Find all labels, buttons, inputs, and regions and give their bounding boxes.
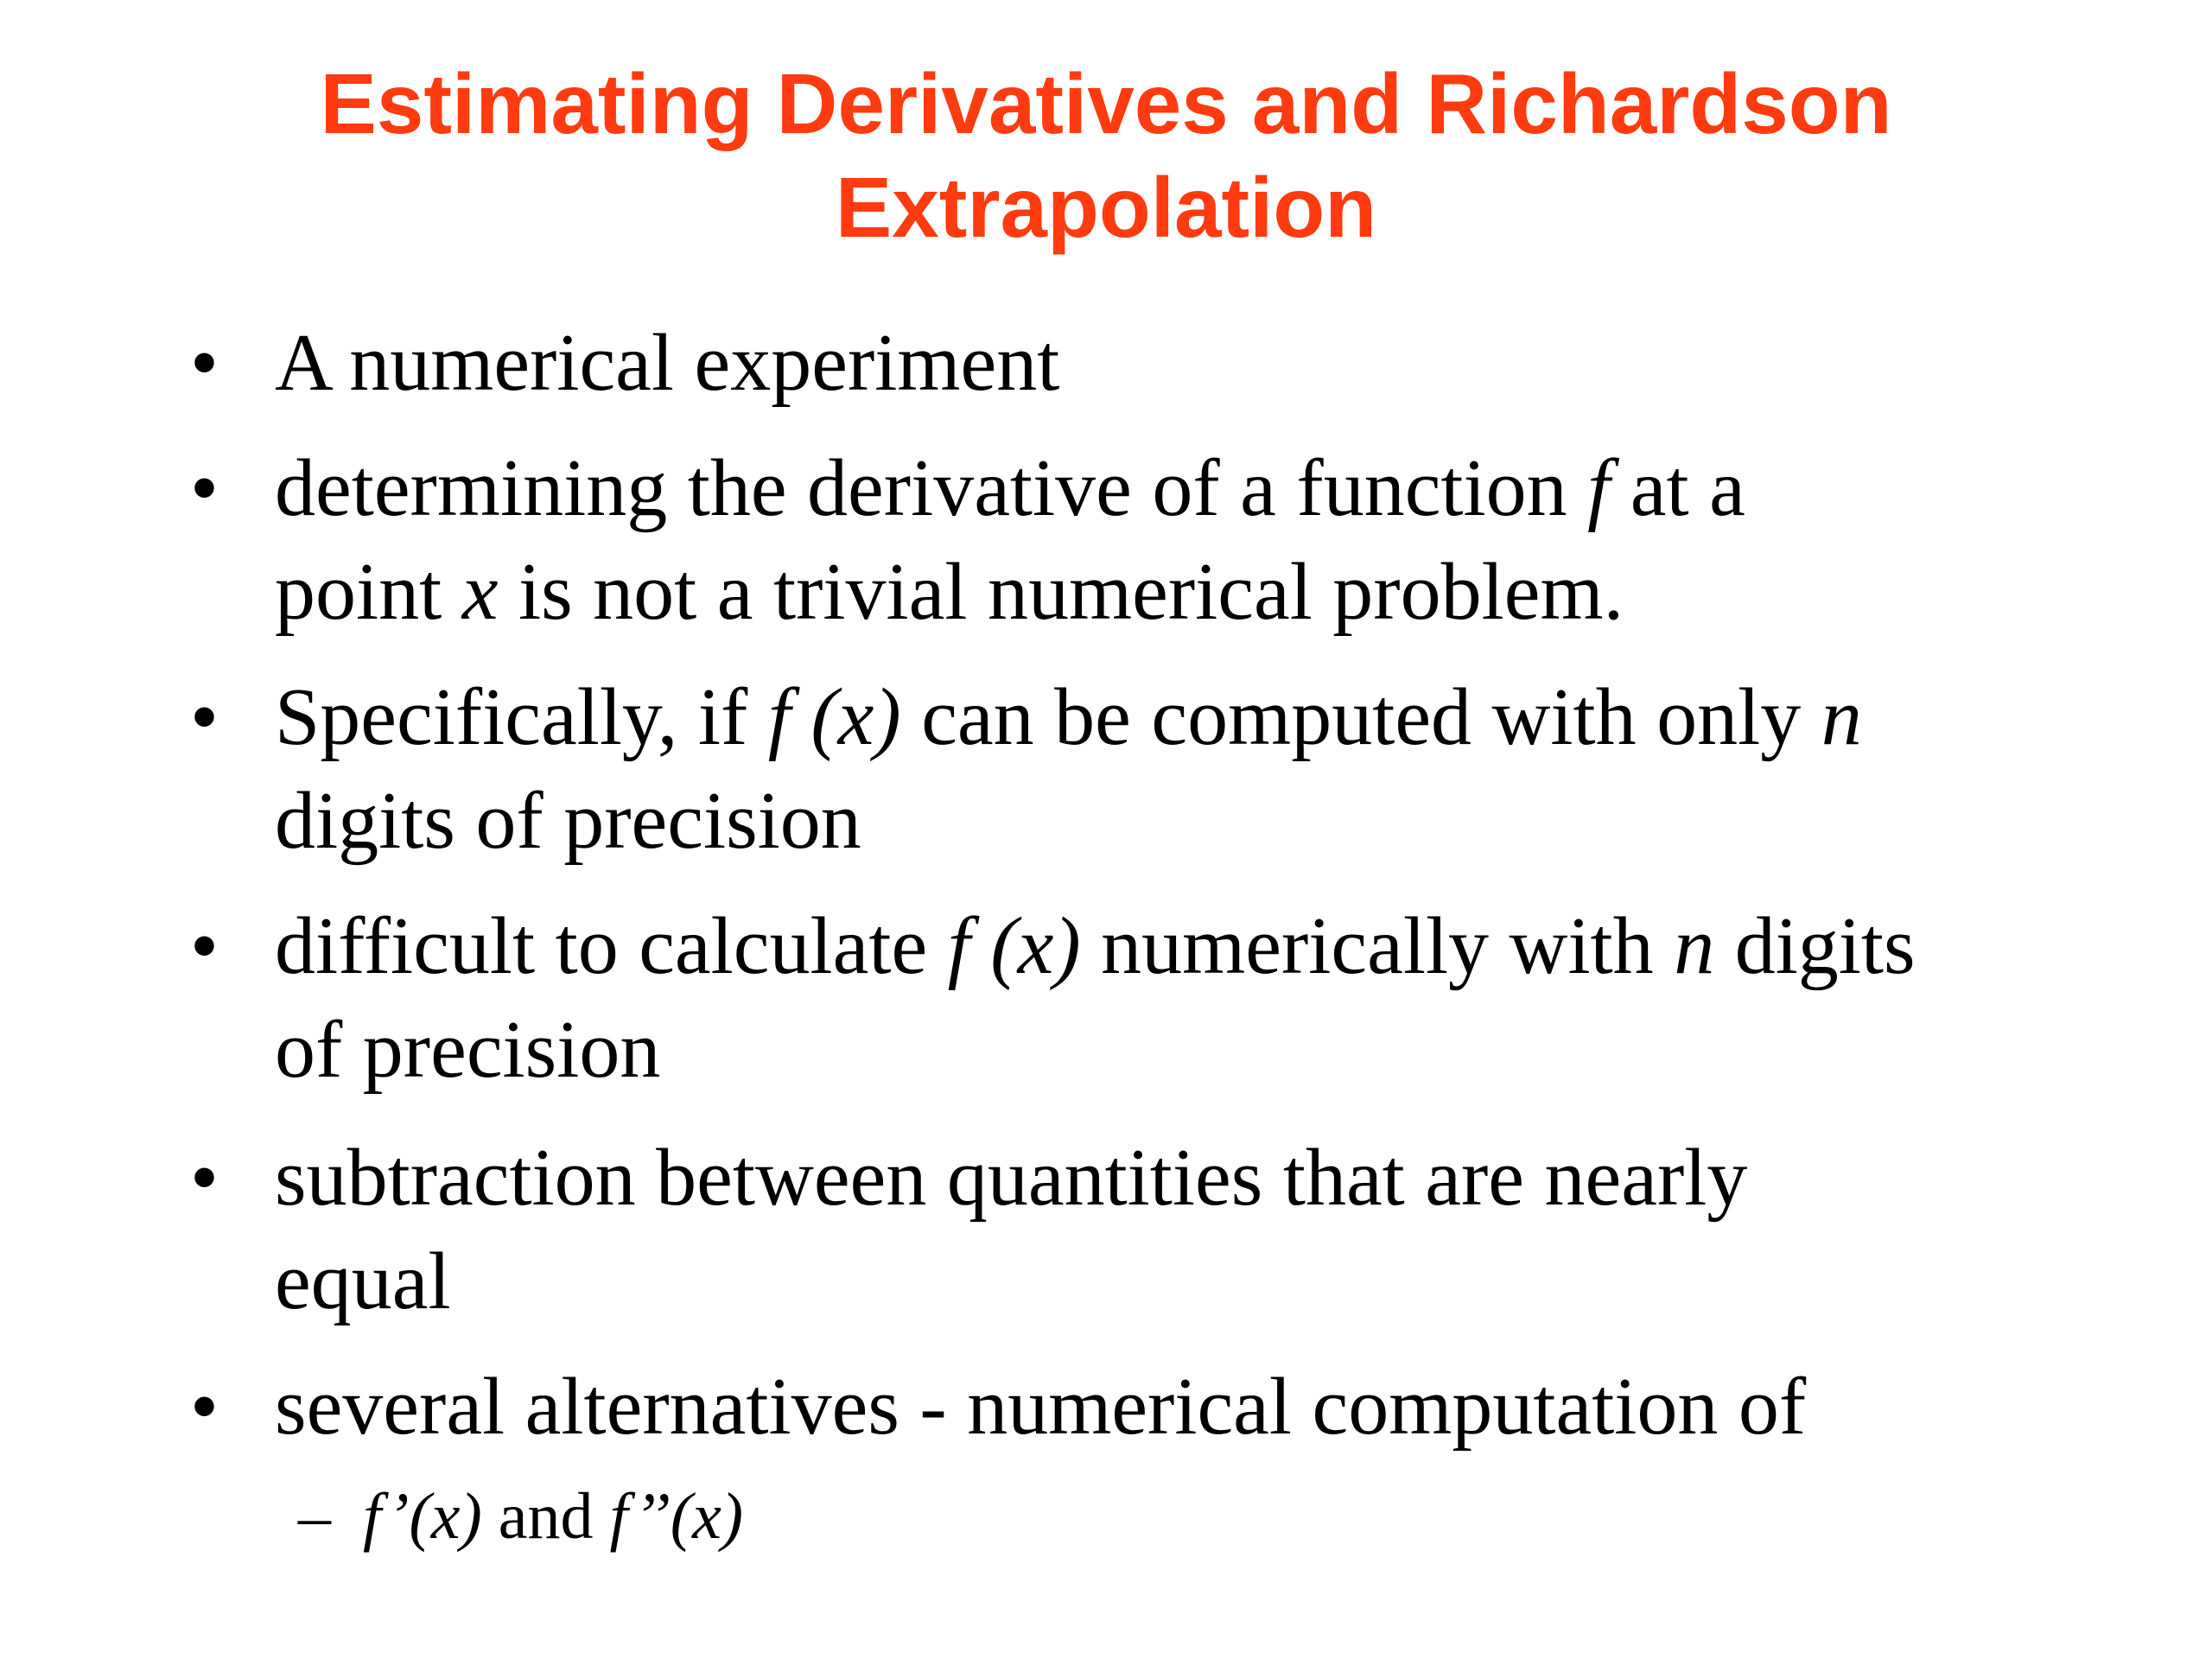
bullet-text: of precision [275,1005,661,1095]
bullet-item-numerical-experiment [275,311,2089,415]
bullet-text: digits [1714,901,1916,991]
bullet-text: Specifically, if [275,672,768,762]
bullet-text: A numerical experiment [275,318,1060,408]
bullet-line [275,894,2089,998]
bullet-item-alternatives [275,1355,2089,1459]
title-line-1: Estimating Derivatives and Richardson [320,56,1892,151]
bullet-text: is not a trivial numerical problem. [498,547,1624,637]
bullet-text: numerically with [1080,901,1675,991]
math-n: n [1821,672,1862,762]
bullet-icon: • [190,443,219,533]
bullet-text: subtraction between quantities that are nearly [275,1133,1748,1223]
bullet-icon: • [190,672,219,762]
math-f-prime: f’(x) [363,1480,482,1553]
bullet-text: equal [275,1236,451,1326]
math-fx: f (x) [767,672,901,762]
bullet-icon: • [190,901,219,991]
bullet-text: difficult to calculate [275,901,948,991]
bullet-text: several alternatives - numerical computation of [275,1362,1807,1452]
bullet-text: determining the derivative of a function [275,443,1588,533]
bullet-item-difficult [275,894,2089,1102]
bullet-icon: • [190,1362,219,1452]
bullet-text: point [275,547,462,637]
math-x: x [461,547,499,637]
math-n: n [1674,901,1715,991]
title-line-2: Extrapolation [835,160,1377,255]
bullet-text: at a [1610,443,1745,533]
bullet-icon: • [190,318,219,408]
sub-text: and [481,1480,610,1553]
bullet-item-precision [275,665,2089,873]
bullet-icon: • [190,1133,219,1223]
bullet-line [275,665,2089,769]
math-f-double-prime: f’’(x) [609,1480,744,1553]
bullet-item-subtraction [275,1126,2089,1333]
bullet-line [275,540,2089,644]
bullet-item-derivative-problem [275,436,2089,644]
dash-icon: – [298,1480,331,1553]
bullet-text: digits of precision [275,776,861,866]
sub-item-derivatives [363,1473,743,1560]
math-fx: f (x) [947,901,1081,991]
bullet-line [275,436,2089,540]
math-f: f [1587,443,1611,533]
bullet-text: can be computed with only [900,672,1821,762]
